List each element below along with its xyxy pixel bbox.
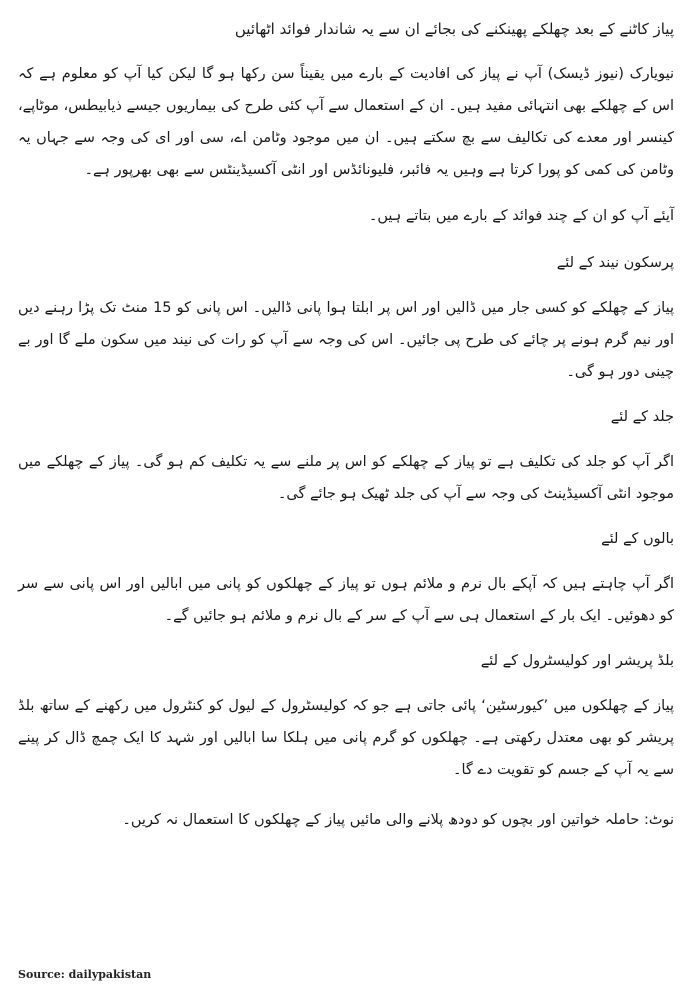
section-body-blood-pressure: پیاز کے چھلکوں میں ’کیورسٹین‘ پائی جاتی ہے جو کہ کولیسٹرول کے لیول کو کنٹرول میں رکھنے کے ساتھ بلڈ پریشر کو بھی معتدل رکھتی ہے۔ چھلکوں کو گرم پانی میں ہلکا سا ابالیں اور شہد کا ایک چمچ ڈال کر پینے سے یہ آپ کے جسم کو تقویت دے گا۔ (18, 698, 674, 778)
source-credit: Source: dailypakistan (18, 968, 152, 981)
section-heading-hair: بالوں کے لئے (601, 531, 674, 547)
intro-paragraph: نیویارک (نیوز ڈیسک) آپ نے پیاز کی افادیت کے بارے میں یقیناً سن رکھا ہو گا لیکن کیا آپ کو معلوم ہے کہ اس کے چھلکے بھی انتہائی مفید ہیں۔ ان کے استعمال سے آپ کئی طرح کی بیماریوں جیسے ذیابیطس، موٹاپے، کینسر اور معدے کی تکالیف سے بچ سکتے ہیں۔ ان میں موجود وٹامن اے، سی اور ای کی وجہ سے جہاں یہ وٹامن کی کمی کو پورا کرتا ہے وہیں یہ فائبر، فلیونائڈس اور انٹی آکسیڈینٹس سے بھی بھرپور ہے۔ (18, 66, 674, 178)
section-skin (18, 406, 674, 510)
section-body-skin: اگر آپ کو جلد کی تکلیف ہے تو پیاز کے چھلکے کو اس پر ملنے سے یہ تکلیف کم ہو گی۔ پیاز کے چھلکے میں موجود انٹی آکسیڈینٹ کی وجہ سے آپ کی جلد ٹھیک ہو جائے گی۔ (18, 454, 674, 502)
section-hair (18, 528, 674, 632)
section-heading-skin: جلد کے لئے (610, 409, 674, 425)
section-heading-blood-pressure: بلڈ پریشر اور کولیسٹرول کے لئے (480, 653, 674, 669)
section-blood-pressure (18, 650, 674, 786)
note-paragraph: نوٹ: حاملہ خواتین اور بچوں کو دودھ پلانے والی مائیں پیاز کے چھلکوں کا استعمال نہ کریں۔ (122, 812, 674, 828)
section-heading-sleep: پرسکون نیند کے لئے (556, 255, 674, 271)
section-body-sleep: پیاز کے چھلکے کو کسی جار میں ڈالیں اور اس پر ابلتا ہوا پانی ڈالیں۔ اس پانی کو 15 منٹ تک پڑا رہنے دیں اور نیم گرم ہونے پر چائے کی طرح پی جائیں۔ اس کی وجہ سے آپ کو رات کی نیند میں سکون ملے گا اور بے چینی دور ہو گی۔ (18, 300, 675, 380)
article-title: پیاز کاٹنے کے بعد چھلکے پھینکنے کی بجائے ان سے یہ شاندار فوائد اٹھائیں (234, 20, 674, 38)
lead-paragraph: آیئے آپ کو ان کے چند فوائد کے بارے میں بتاتے ہیں۔ (368, 208, 674, 224)
section-sleep (18, 252, 674, 388)
section-body-hair: اگر آپ چاہتے ہیں کہ آپکے بال نرم و ملائم ہوں تو پیاز کے چھلکوں کو پانی میں ابالیں اور اس پانی سے سر کو دھوئیں۔ ایک بار کے استعمال ہی سے آپ کے سر کے بال نرم و ملائم ہو جائیں گے۔ (18, 576, 674, 624)
